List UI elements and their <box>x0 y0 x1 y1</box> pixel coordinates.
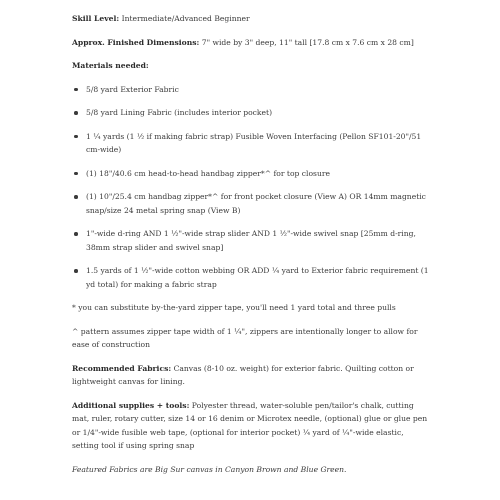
materials-heading-text: Materials needed: <box>72 61 149 70</box>
material-text: 5/8 yard Lining Fabric (includes interior pocket) <box>86 108 273 117</box>
zipper-tape-note: * you can substitute by-the-yard zipper tape, you'll need 1 yard total and three pulls <box>72 303 396 312</box>
skill-level-value: Intermediate/Advanced Beginner <box>119 14 250 23</box>
supplies-value: Polyester thread, water-soluble pen/tailor's chalk, cutting mat, ruler, rotary cutter, size 14 or 16 denim or Microtex needle, (optional) glue or glue pen or 1/4"-wide fusible web tape, (optional for interior pocket) ¼ yard of ¼"-wide elastic, setting tool if using spring snap <box>72 400 428 450</box>
materials-heading <box>72 59 432 73</box>
supplies-label: Additional supplies + tools: <box>72 400 190 410</box>
list-item <box>72 130 432 157</box>
dimensions-value: 7" wide by 3" deep, 11" tall [17.8 cm x 7.6 cm x 28 cm] <box>199 37 414 47</box>
materials-list <box>72 83 432 292</box>
material-text: 1 ¼ yards (1 ½ if making fabric strap) Fusible Woven Interfacing (Pellon SF101-20"/51 cm-wide) <box>86 131 422 154</box>
bullet-icon <box>74 111 78 115</box>
material-text: 1"-wide d-ring AND 1 ½"-wide strap slider AND 1 ½"-wide swivel snap [25mm d-ring, 38mm strap slider and swivel snap] <box>86 229 416 252</box>
list-item <box>72 83 432 97</box>
list-item <box>72 227 432 254</box>
bullet-icon <box>74 135 78 139</box>
material-text: (1) 10"/25.4 cm handbag zipper*^ for front pocket closure (View A) OR 14mm magnetic snap/size 24 metal spring snap (View B) <box>86 192 426 215</box>
list-item <box>72 106 432 120</box>
finished-dimensions <box>72 36 432 50</box>
material-text: 1.5 yards of 1 ½"-wide cotton webbing OR ADD ¼ yard to Exterior fabric requirement (1 yd total) for making a fabric strap <box>86 266 429 289</box>
recommended-fabrics <box>72 362 432 389</box>
pattern-info <box>72 12 432 486</box>
fabrics-label: Recommended Fabrics: <box>72 363 172 373</box>
list-item <box>72 167 432 181</box>
skill-level <box>72 12 432 26</box>
fabrics-value: Canvas (8-10 oz. weight) for exterior fabric. Quilting cotton or lightweight canvas for lining. <box>72 363 414 386</box>
list-item <box>72 190 432 217</box>
bullet-icon <box>74 172 78 176</box>
material-text: (1) 18"/40.6 cm head-to-head handbag zipper*^ for top closure <box>86 168 330 178</box>
bullet-icon <box>74 88 78 92</box>
dimensions-label: Approx. Finished Dimensions: <box>72 37 200 47</box>
featured-fabrics: Featured Fabrics are Big Sur canvas in Canyon Brown and Blue Green. <box>72 464 347 474</box>
additional-supplies <box>72 399 432 453</box>
bullet-icon <box>74 195 78 199</box>
bullet-icon <box>74 269 78 273</box>
material-text: 5/8 yard Exterior Fabric <box>86 84 179 94</box>
tape-width-note: ^ pattern assumes zipper tape width of 1 ¼", zippers are intentionally longer to allow for ease of construction <box>72 326 418 349</box>
skill-level-label: Skill Level: <box>72 14 120 23</box>
list-item <box>72 264 432 291</box>
bullet-icon <box>74 232 78 236</box>
